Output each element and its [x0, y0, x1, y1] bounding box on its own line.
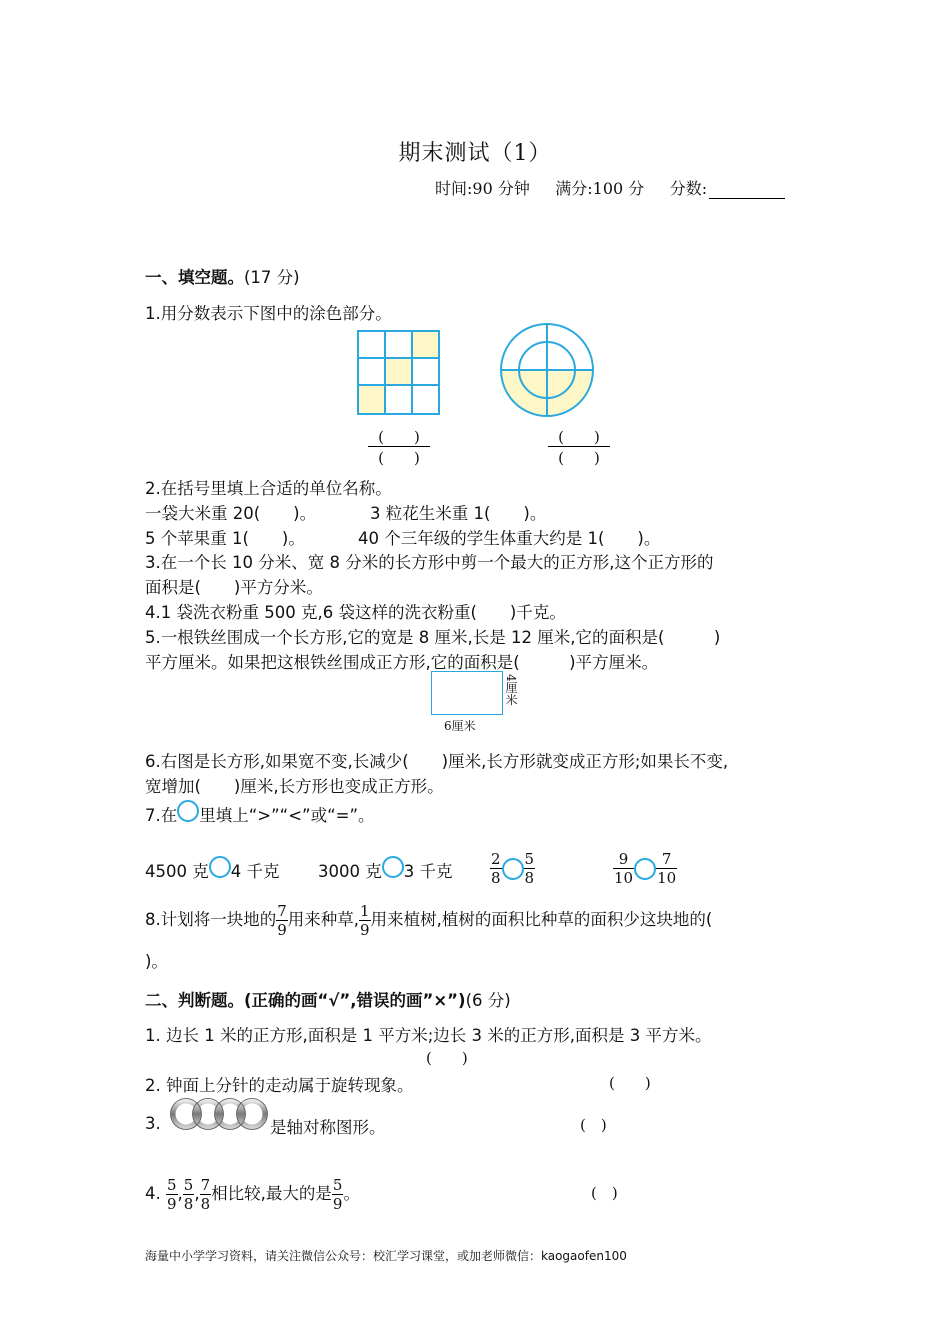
q3-line1: 3.在一个长 10 分米、宽 8 分米的长方形中剪一个最大的正方形,这个正方形的 [145, 553, 714, 572]
q6-line1: 6.右图是长方形,如果宽不变,长减少( )厘米,长方形就变成正方形;如果长不变, [145, 752, 729, 771]
judge-4-answer[interactable]: ( ) [591, 1184, 618, 1202]
fraction: $\frac{9}{10}$ [614, 850, 634, 887]
fraction-denominator-blank[interactable]: ( ) [558, 449, 600, 467]
section-2-title: 二、判断题。(正确的画“√”,错误的画”×”) [145, 991, 466, 1010]
section-1-title: 一、填空题。 [145, 268, 244, 287]
grid-cell [358, 331, 385, 358]
judge-3-text: 是轴对称图形。 [270, 1118, 386, 1137]
answer-fraction-circle[interactable] [548, 426, 610, 468]
rectangle-figure [431, 671, 503, 715]
compare-circle[interactable] [382, 856, 404, 878]
q3-line2: 面积是( )平方分米。 [145, 578, 323, 597]
q2-row2 [145, 525, 661, 549]
q8-text: 用来种草, [287, 910, 360, 929]
fraction-numerator-blank[interactable]: ( ) [368, 426, 430, 447]
judge-2: 2. 钟面上分针的走动属于旋转现象。 [145, 1076, 414, 1095]
fraction: $\frac{7}{9}$ [277, 902, 287, 939]
rectangle-width-label: 6厘米 [444, 719, 476, 733]
q2: 2.在括号里填上合适的单位名称。 [145, 479, 392, 498]
section-1-heading [145, 264, 300, 288]
judge-3-num: 3. [145, 1114, 161, 1133]
grid-cell-shaded [385, 358, 412, 385]
q1: 1.用分数表示下图中的涂色部分。 [145, 304, 392, 323]
q2-row1 [145, 500, 547, 524]
fraction: $\frac{1}{9}$ [360, 902, 370, 939]
fraction: $\frac{5}{9}$ [332, 1176, 343, 1213]
section-2-points: (6 分) [465, 991, 511, 1010]
compare-2 [318, 856, 453, 882]
fraction: $\frac{7}{10}$ [657, 850, 677, 887]
q2b: 3 粒花生米重 1( )。 [370, 504, 547, 523]
judge-4-end: 。 [343, 1184, 360, 1203]
compare-circle[interactable] [502, 858, 524, 880]
score-blank[interactable] [709, 182, 785, 199]
section-2-heading [145, 987, 511, 1011]
q8-line2: )。 [145, 952, 168, 971]
rectangle-height-label: 4厘米 [504, 674, 518, 706]
fraction: $\frac{5}{9}$ [167, 1176, 177, 1213]
compare-4 [613, 850, 677, 887]
fraction: $\frac{2}{8}$ [491, 850, 501, 887]
q7 [145, 800, 375, 826]
compare-1 [145, 856, 280, 882]
four-rings-icon [168, 1097, 270, 1131]
separator: , [194, 1184, 200, 1203]
full-score-label: 满分:100 分 [555, 179, 645, 198]
q2d: 40 个三年级的学生体重大约是 1( )。 [358, 529, 661, 548]
answer-fraction-grid[interactable] [368, 426, 430, 468]
compare-left: 3000 克 [318, 862, 382, 881]
q8-line1 [145, 902, 712, 939]
q5-line1: 5.一根铁丝围成一个长方形,它的宽是 8 厘米,长是 12 厘米,它的面积是( ) [145, 628, 721, 647]
circle-figure [499, 322, 595, 418]
fraction: $\frac{5}{8}$ [183, 1176, 194, 1213]
compare-circle[interactable] [209, 856, 231, 878]
q2a: 一袋大米重 20( )。 [145, 504, 317, 523]
compare-right: 4 千克 [230, 862, 280, 881]
time-label: 时间:90 分钟 [435, 179, 530, 198]
compare-left: 4500 克 [145, 862, 209, 881]
compare-3 [490, 850, 535, 887]
judge-1: 1. 边长 1 米的正方形,面积是 1 平方米;边长 3 米的正方形,面积是 3 平方米。 [145, 1026, 712, 1045]
section-1-points: (17 分) [244, 268, 300, 287]
fraction-denominator-blank[interactable]: ( ) [378, 449, 420, 467]
compare-right: 3 千克 [403, 862, 453, 881]
grid-cell-shaded [412, 331, 439, 358]
exam-meta [435, 176, 785, 199]
grid-figure [357, 330, 441, 416]
score-label: 分数: [669, 179, 708, 198]
q7-prefix: 7.在 [145, 806, 178, 825]
judge-4-num: 4. [145, 1184, 161, 1203]
judge-4-text: 相比较,最大的是 [211, 1184, 332, 1203]
q2c: 5 个苹果重 1( )。 [145, 529, 305, 548]
q7-suffix: 里填上“>”“<”或“=”。 [199, 806, 375, 825]
grid-cell-shaded [358, 385, 385, 414]
page-title: 期末测试（1） [398, 141, 552, 166]
judge-2-answer[interactable]: ( ) [609, 1074, 651, 1092]
q8-text: 用来植树,植树的面积比种草的面积少这块地的( [370, 910, 713, 929]
q6-line2: 宽增加( )厘米,长方形也变成正方形。 [145, 777, 444, 796]
circle-blank-icon [177, 800, 199, 822]
q8-text: 8.计划将一块地的 [145, 910, 277, 929]
judge-4 [145, 1176, 360, 1213]
footer-note: 海量中小学学习资料，请关注微信公众号：校汇学习课堂，或加老师微信：kaogaofen100 [145, 1249, 627, 1263]
q5-line2: 平方厘米。如果把这根铁丝围成正方形,它的面积是( )平方厘米。 [145, 653, 659, 672]
fraction: $\frac{7}{8}$ [200, 1176, 211, 1213]
fraction: $\frac{5}{8}$ [524, 850, 535, 887]
q4: 4.1 袋洗衣粉重 500 克,6 袋这样的洗衣粉重( )千克。 [145, 603, 566, 622]
compare-circle[interactable] [634, 858, 656, 880]
fraction-numerator-blank[interactable]: ( ) [548, 426, 610, 447]
separator: , [177, 1184, 183, 1203]
judge-3-answer[interactable]: ( ) [580, 1116, 607, 1134]
judge-1-answer[interactable]: ( ) [426, 1049, 468, 1067]
